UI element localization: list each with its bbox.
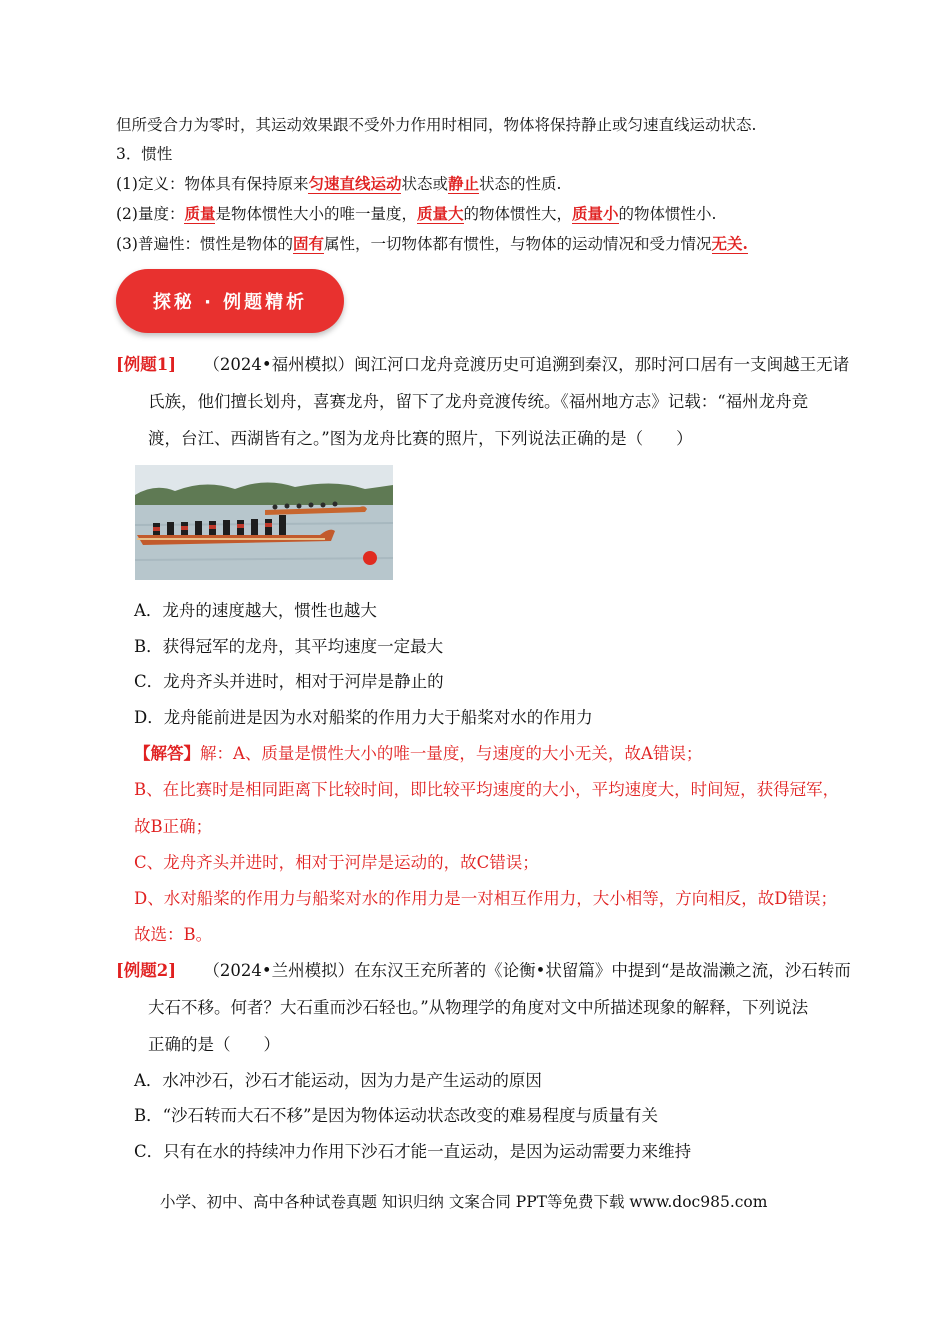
definition-text-1: (1)定义：物体具有保持原来 — [116, 175, 309, 193]
example1-answer-a — [134, 744, 702, 764]
measure-highlight-mass-large: 质量大 — [417, 204, 464, 223]
example1-text-1: （2024•福州模拟）闽江河口龙舟竞渡历史可追溯到秦汉，那时河口居有一支闽越王无诸 — [203, 355, 850, 374]
example1-stem-line1 — [116, 355, 849, 375]
dragon-boat-illustration — [135, 465, 393, 580]
example2-option-c: C．只有在水的持续冲力作用下沙石才能一直运动，是因为运动需要力来维持 — [134, 1142, 692, 1161]
measure-text-3: 的物体惯性大， — [463, 205, 573, 223]
universality-text-1: (3)普遍性：惯性是物体的 — [116, 235, 293, 253]
example1-option-b: B．获得冠军的龙舟，其平均速度一定最大 — [134, 637, 444, 656]
universality-line — [116, 234, 748, 254]
definition-highlight-uniform-motion: 匀速直线运动 — [308, 174, 402, 193]
example1-option-a: A．龙舟的速度越大，惯性也越大 — [134, 601, 377, 620]
example1-option-d: D．龙舟能前进是因为水对船桨的作用力大于船桨对水的作用力 — [134, 708, 593, 727]
definition-text-2: 状态或 — [401, 175, 448, 193]
dragon-boat-photo — [135, 465, 393, 580]
example1-stem-line3: 渡，台江、西湖皆有之。”图为龙舟比赛的照片，下列说法正确的是（ ） — [148, 429, 693, 448]
measure-text-4: 的物体惯性小. — [618, 205, 717, 223]
measure-highlight-mass: 质量 — [184, 204, 216, 223]
example2-stem-line2: 大石不移。何者？大石重而沙石轻也。”从物理学的角度对文中所描述现象的解释，下列说法 — [148, 998, 809, 1017]
example2-option-b: B．“沙石转而大石不移”是因为物体运动状态改变的难易程度与质量有关 — [134, 1106, 658, 1125]
example1-answer-choice: 故选：B。 — [134, 925, 213, 944]
example1-answer-d: D、水对船桨的作用力与船桨对水的作用力是一对相互作用力，大小相等，方向相反，故D错误； — [134, 889, 837, 908]
definition-highlight-rest: 静止 — [448, 174, 480, 193]
example2-stem-line3: 正确的是（ ） — [148, 1035, 280, 1054]
measure-text-2: 是物体惯性大小的唯一量度， — [215, 205, 417, 223]
measure-text-1: (2)量度： — [116, 205, 185, 223]
page-footer: 小学、初中、高中各种试卷真题 知识归纳 文案合同 PPT等免费下载 www.doc985.com — [160, 1193, 768, 1211]
example1-stem-line2: 氏族，他们擅长划舟，喜赛龙舟，留下了龙舟竞渡传统。《福州地方志》记载：“福州龙舟竞 — [148, 392, 809, 411]
measure-line — [116, 204, 716, 224]
example2-tag: [例题2] — [116, 961, 177, 980]
intro-line: 但所受合力为零时，其运动效果跟不受外力作用时相同，物体将保持静止或匀速直线运动状态. — [116, 116, 757, 134]
example1-tag: [例题1] — [116, 355, 177, 374]
answer-label: 【解答】 — [134, 744, 200, 763]
universality-highlight-unrelated: 无关. — [711, 234, 748, 253]
example2-stem-line1 — [116, 961, 851, 981]
example2-text-1: （2024•兰州模拟）在东汉王充所著的《论衡•状留篇》中提到“是故湍濑之流，沙石转而 — [203, 961, 851, 980]
definition-text-3: 状态的性质. — [479, 175, 562, 193]
measure-highlight-mass-small: 质量小 — [572, 204, 619, 223]
example1-answer-c: C、龙舟齐头并进时，相对于河岸是运动的，故C错误； — [134, 853, 539, 872]
answer-a-text: 解：A、质量是惯性大小的唯一量度，与速度的大小无关，故A错误； — [200, 744, 703, 763]
example1-answer-b-line1: B、在比赛时是相同距离下比较时间，即比较平均速度的大小，平均速度大，时间短，获得冠军， — [134, 780, 840, 799]
section-heading-inertia: 3．惯性 — [116, 145, 173, 163]
universality-highlight-intrinsic: 固有 — [292, 234, 324, 253]
example1-option-c: C．龙舟齐头并进时，相对于河岸是静止的 — [134, 672, 444, 691]
universality-text-2: 属性，一切物体都有惯性，与物体的运动情况和受力情况 — [323, 235, 712, 253]
example2-option-a: A．水冲沙石，沙石才能运动，因为力是产生运动的原因 — [134, 1071, 542, 1090]
definition-line — [116, 174, 561, 194]
example1-answer-b-line2: 故B正确； — [134, 817, 213, 836]
section-banner: 探秘 · 例题精析 — [116, 269, 344, 333]
